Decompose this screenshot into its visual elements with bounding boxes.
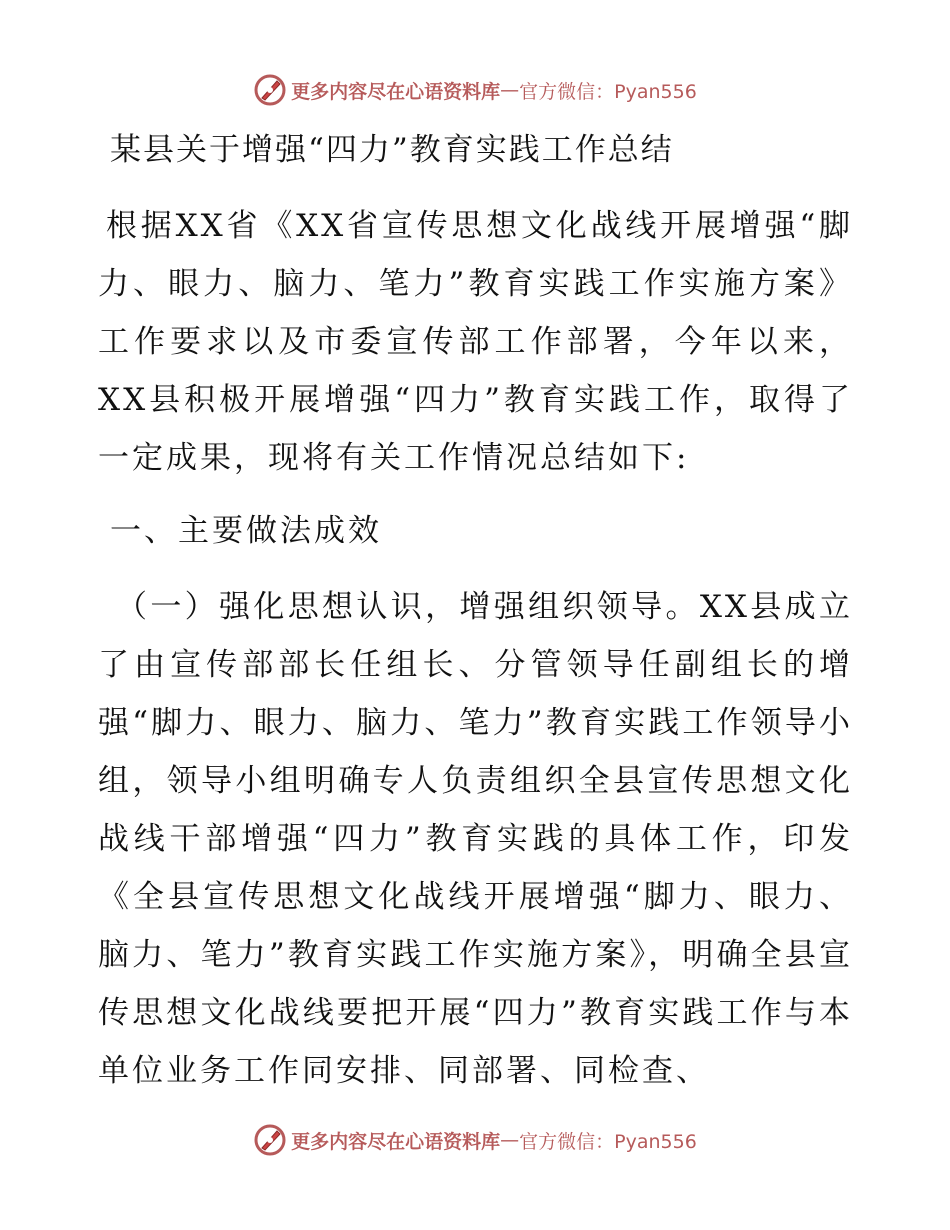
document-body	[98, 125, 853, 1100]
watermark-slogan: 更多内容尽在心语资料库	[291, 80, 501, 103]
watermark-wechat: 官方微信：Pyan556	[519, 1130, 697, 1153]
section-heading: 一、主要做法成效	[110, 513, 382, 549]
watermark-header	[0, 70, 950, 110]
watermark-wechat: 官方微信：Pyan556	[519, 80, 697, 103]
body-paragraph: （一）强化思想认识，增强组织领导。XX县成立了由宣传部部长任组长、分管领导任副组长的增强“脚力、眼力、脑力、笔力”教育实践工作领导小组，领导小组明确专人负责组织全县宣传思想文化战线干部增强“四力”教育实践的具体工作，印发《全县宣传思想文化战线开展增强“脚力、眼力、脑力、笔力”教育实践工作实施方案》，明确全县宣传思想文化战线要把开展“四力”教育实践工作与本单位业务工作同安排、同部署、同检查、	[98, 589, 853, 1089]
pen-logo-icon	[253, 1123, 287, 1157]
watermark-slogan: 更多内容尽在心语资料库	[291, 1130, 501, 1153]
pen-logo-icon	[253, 73, 287, 107]
watermark-footer	[0, 1120, 950, 1160]
watermark-separator: —	[500, 1129, 520, 1151]
watermark-separator: —	[500, 79, 520, 101]
intro-paragraph: 根据XX省《XX省宣传思想文化战线开展增强“脚力、眼力、脑力、笔力”教育实践工作实施方案》工作要求以及市委宣传部工作部署，今年以来，XX县积极开展增强“四力”教育实践工作，取得了一定成果，现将有关工作情况总结如下:	[98, 208, 853, 476]
document-title: 某县关于增强“四力”教育实践工作总结	[110, 132, 674, 168]
